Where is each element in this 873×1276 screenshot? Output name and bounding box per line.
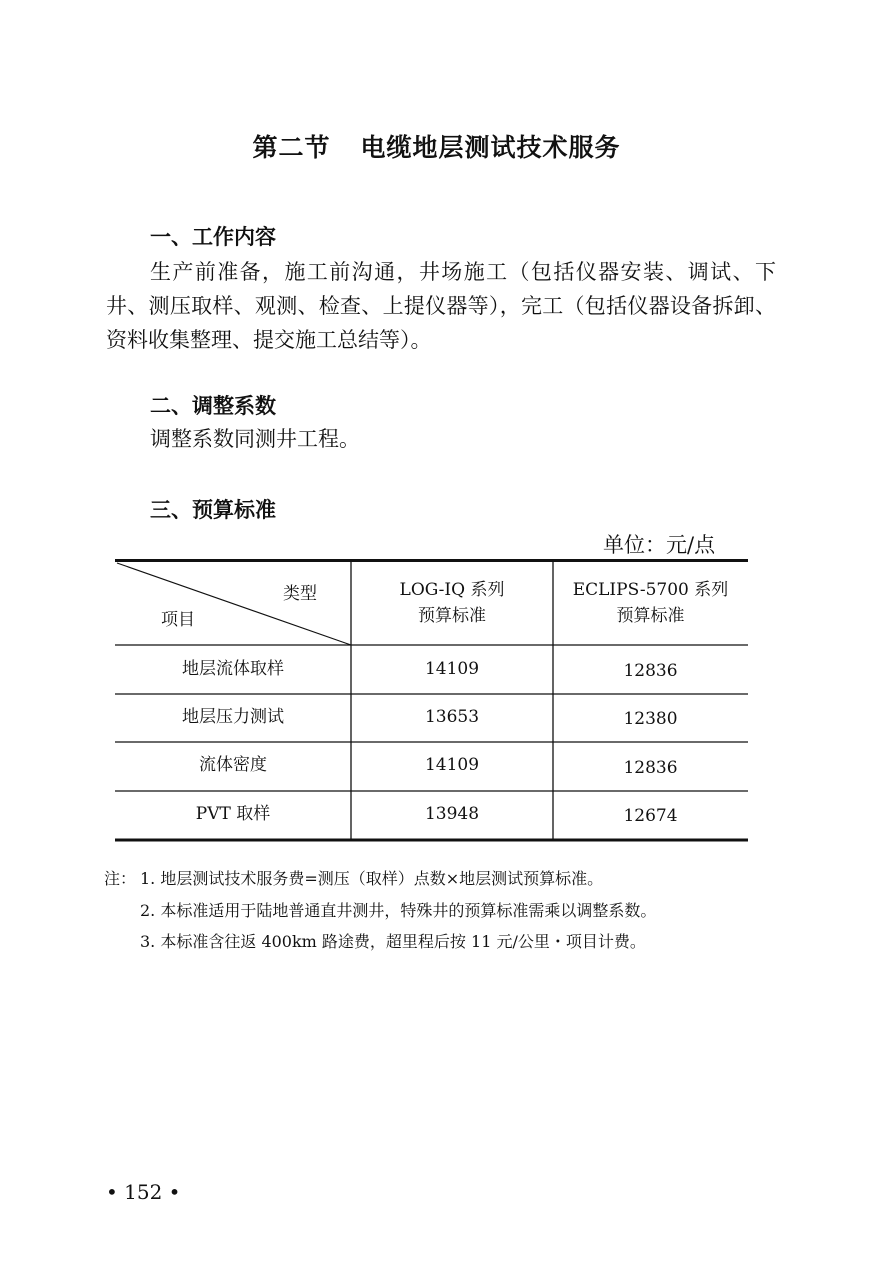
column-header-log-iq: [351, 577, 553, 629]
table-cell: 13948: [424, 804, 480, 824]
row-label: 流体密度: [199, 755, 267, 775]
section-name: 电缆地层测试技术服务: [360, 133, 621, 162]
section-title: [0, 128, 873, 164]
unit-label: 单位：元/点: [603, 533, 716, 557]
column-header-line: LOG-IQ 系列: [399, 580, 505, 600]
note-item: 3. 本标准含往返 400km 路途费，超里程后按 11 元/公里・项目计费。: [140, 932, 646, 951]
heading-work-content: 一、工作内容: [150, 225, 276, 249]
table-cell: 13653: [424, 707, 480, 727]
corner-diagonal: [117, 563, 351, 645]
column-header-line: ECLIPS-5700 系列: [572, 580, 729, 600]
work-content-paragraph: 生产前准备，施工前沟通，井场施工（包括仪器安装、调试、下井、测压取样、观测、检查、上提仪器等），完工（包括仪器设备拆卸、资料收集整理、提交施工总结等）。: [106, 260, 776, 352]
row-label: 地层压力测试: [182, 707, 284, 727]
note-item: 2. 本标准适用于陆地普通直井测井，特殊井的预算标准需乘以调整系数。: [140, 901, 657, 920]
column-header-line: 预算标准: [616, 606, 685, 626]
row-label: PVT 取样: [195, 804, 271, 824]
heading-budget-standard: 三、预算标准: [150, 498, 276, 522]
budget-table: [115, 559, 748, 842]
table-cell: 14109: [424, 659, 480, 679]
table-cell: 14109: [424, 755, 480, 775]
table-cell: 12836: [623, 661, 678, 681]
table-cell: 12836: [623, 758, 678, 778]
corner-item-label: 项目: [161, 610, 195, 630]
table-cell: 12674: [623, 806, 678, 826]
row-label: 地层流体取样: [182, 659, 284, 679]
note-item: 1. 地层测试技术服务费=测压（取样）点数×地层测试预算标准。: [140, 869, 604, 888]
adjustment-factor-paragraph: 调整系数同测井工程。: [150, 427, 360, 451]
table-cell: 12380: [623, 709, 678, 729]
section-number: 第二节: [252, 133, 331, 162]
note-prefix: 注：: [104, 869, 137, 888]
column-header-line: 预算标准: [418, 606, 486, 626]
heading-adjustment-factor: 二、调整系数: [150, 394, 276, 418]
corner-type-label: 类型: [283, 584, 317, 604]
column-header-eclips: [553, 577, 748, 629]
page-number: • 152 •: [106, 1180, 181, 1204]
